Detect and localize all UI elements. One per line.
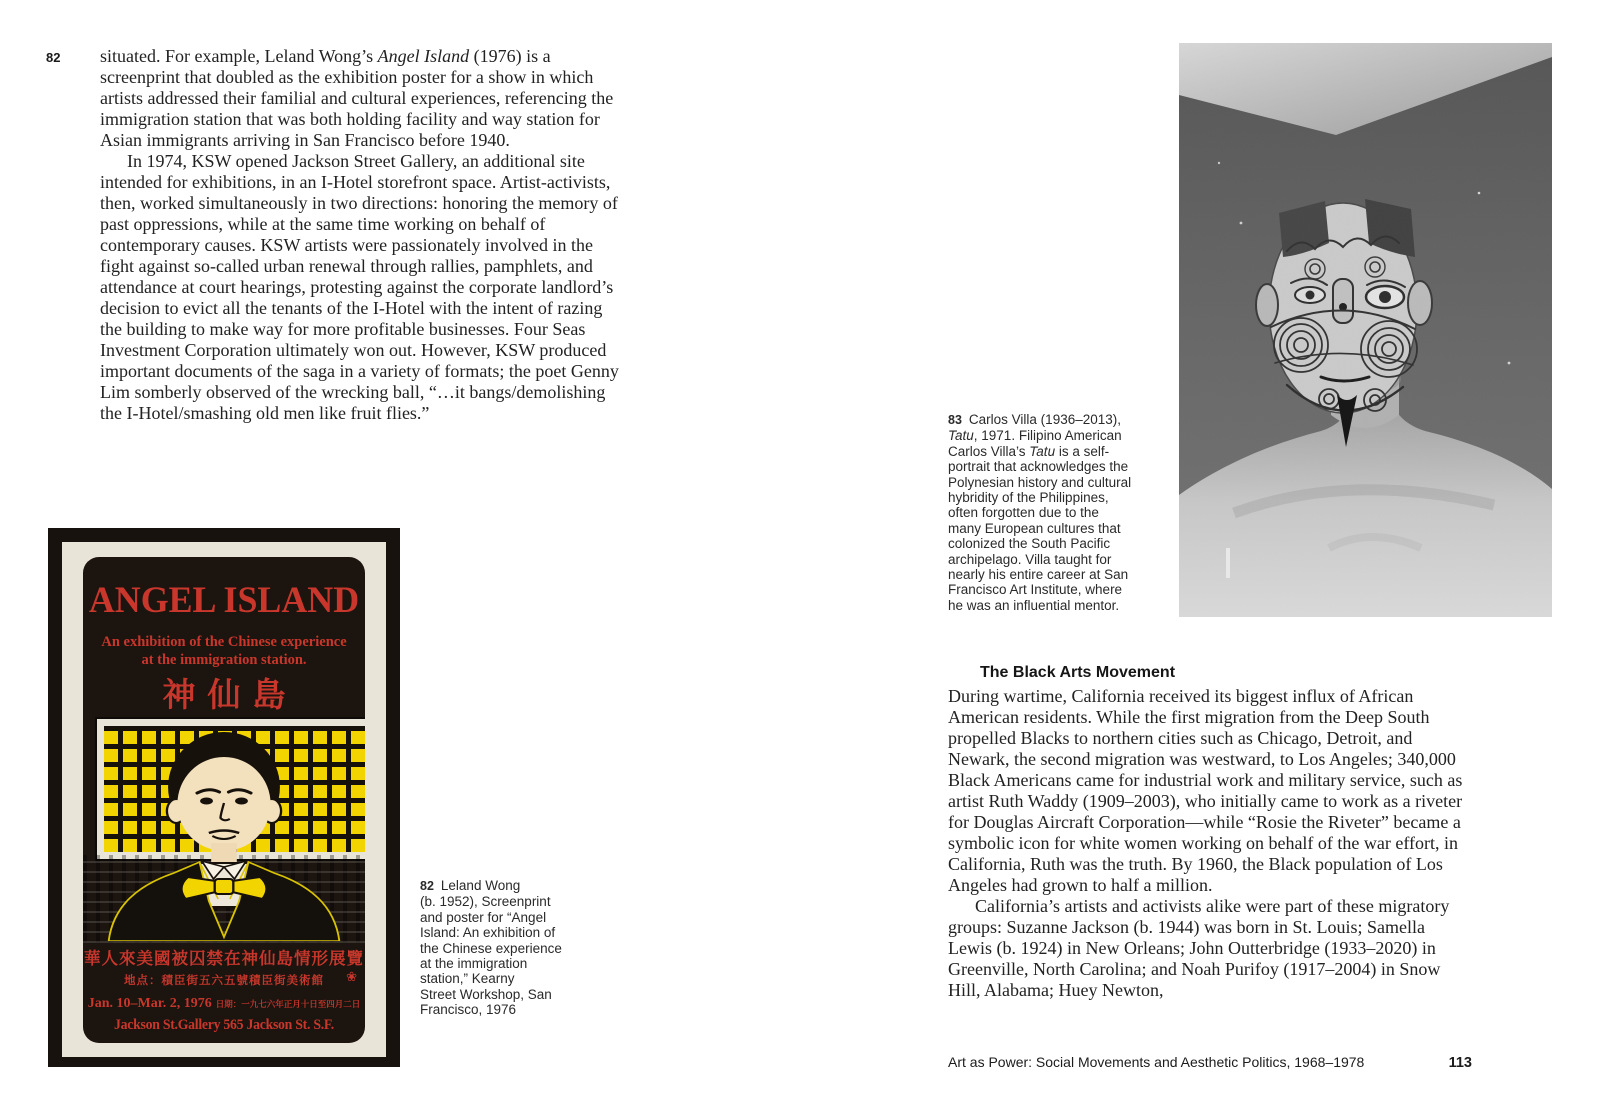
p1-text: situated. For example, Leland Wong’s: [100, 46, 378, 66]
paragraph-1: [100, 46, 622, 151]
poster-title: ANGEL ISLAND: [88, 580, 360, 621]
poster-venue-line: Jackson St.Gallery 565 Jackson St. S.F.: [114, 1017, 334, 1033]
caption-line: (b. 1952), Screenprint: [420, 894, 551, 910]
caption-line: and poster for “Angel: [420, 909, 547, 925]
caption-line: Francisco Art Institute, where: [948, 582, 1123, 598]
boy-portrait-graphic: [104, 729, 344, 941]
poster-subtitle-line1: An exhibition of the Chinese experience: [101, 634, 347, 650]
caption-line: Polynesian history and cultural: [948, 474, 1132, 490]
poster-artwork: [83, 557, 365, 1043]
p1-text-cont: (1976) is a screenprint that doubled as the exhibition poster for a show in which artists addressed their familial and cultural experiences, referencing the immigration station that was both holding facility and way station for Asian immigrants arriving in San Francisco before 1940.: [100, 46, 614, 150]
page-number-right: 113: [1448, 1055, 1472, 1071]
figure-number: 82: [420, 879, 434, 893]
caption-line: portrait that acknowledges the: [948, 459, 1129, 475]
caption-line: the Chinese experience: [420, 940, 562, 956]
running-title: Art as Power: Social Movements and Aesthetic Politics, 1968–1978: [948, 1054, 1365, 1070]
figure-82-caption: [420, 878, 600, 1018]
paragraph-1: During wartime, California received its biggest influx of African American residents. While the first migration from the Deep South propelled Blacks to northern cities such as Chicago, Detroit, and Newark, the second migration was westward, to Los Angeles; 340,000 Black Americans came for industrial work and military service, such as artist Ruth Waddy (1909–2003), who initially came to work as a riveter for Douglas Aircraft Corporation—while “Rosie the Riveter” became a symbolic icon for white women working on behalf of the war effort, in California, Ruth was the truth. By 1960, the Black population of Los Angeles had grown to half a million.: [948, 686, 1463, 895]
caption-line: Tatu, 1971. Filipino American: [948, 428, 1122, 444]
left-text-column: [100, 46, 622, 424]
caption-line: many European cultures that: [948, 520, 1121, 536]
p1-work-title: Angel Island: [377, 46, 470, 66]
caption-line: colonized the South Pacific: [948, 536, 1111, 552]
caption-line: archipelago. Villa taught for: [948, 551, 1112, 567]
caption-line: he was an influential mentor.: [948, 597, 1120, 613]
photo-graphic: [1179, 43, 1552, 617]
poster-seal-icon: ❀: [346, 969, 357, 984]
caption-line: nearly his entire career at San: [948, 567, 1129, 583]
caption-line: Carlos Villa’s Tatu is a self-: [948, 443, 1110, 459]
section-heading: The Black Arts Movement: [980, 664, 1176, 681]
poster-date-line: [83, 994, 365, 1012]
caption-line: hybridity of the Philippines,: [948, 490, 1109, 506]
poster-subtitle: [83, 633, 365, 669]
figure-number: 83: [948, 413, 962, 427]
caption-line: Island: An exhibition of: [420, 925, 556, 941]
caption-line: 82 Leland Wong: [420, 878, 521, 893]
page-number-left: 82: [46, 50, 61, 65]
poster-hanzi-line2: 地点：積臣街五六五號積臣街美術館: [124, 975, 324, 987]
poster-subtitle-line2: at the immigration station.: [141, 652, 307, 668]
paragraph-2: California’s artists and activists alike were part of these migratory groups: Suzanne Jackson (b. 1944) was born in St. Louis; Samella Lewis (b. 1924) in New Orleans; John Outterbridge (1933–2020) in Greenville, North Carolina; and Noah Purifoy (1917–2004) in Snow Hill, Alabama; Huey Newton,: [948, 896, 1450, 1000]
paragraph-2: In 1974, KSW opened Jackson Street Gallery, an additional site intended for exhibitions, in an I-Hotel storefront space. Artist-activists, then, worked simultaneously in two directions: honoring the memory of past oppressions, while at the same time working on behalf of contemporary causes. KSW artists were passionately involved in the fight against so-called urban renewal through rallies, pamphlets, and attendance at court hearings, protesting against the corporate landlord’s decision to evict all the tenants of the I-Hotel with the intent of razing the building to make way for more profitable businesses. Four Seas Investment Corporation ultimately won out. However, KSW produced important documents of the saga in a variety of formats; the poet Genny Lim somberly observed of the wrecking ball, “…it bangs/demolishing the I-Hotel/smashing old men like fruit flies.”: [100, 151, 619, 423]
poster-date-latin: Jan. 10–Mar. 2, 1976: [87, 996, 212, 1011]
poster-hanzi-line1: 華人來美國被囚禁在神仙島情形展覽: [84, 949, 364, 968]
caption-line: station,” Kearny: [420, 971, 515, 987]
caption-line: at the immigration: [420, 956, 528, 972]
figure-83-caption: [948, 412, 1158, 613]
tatu-photograph: [1179, 43, 1552, 617]
caption-line: Francisco, 1976: [420, 1002, 517, 1018]
caption-line: often forgotten due to the: [948, 505, 1099, 521]
angel-island-poster: [48, 528, 400, 1067]
running-footer: [948, 1054, 1472, 1072]
caption-line: Street Workshop, San: [420, 986, 552, 1002]
caption-line: 83 Carlos Villa (1936–2013),: [948, 412, 1121, 427]
poster-hanzi-title: 神仙島: [162, 678, 298, 714]
poster-date-hanzi: 日期：一九七六年正月十日至四月二日: [215, 999, 361, 1009]
right-text-column: [948, 686, 1472, 1001]
